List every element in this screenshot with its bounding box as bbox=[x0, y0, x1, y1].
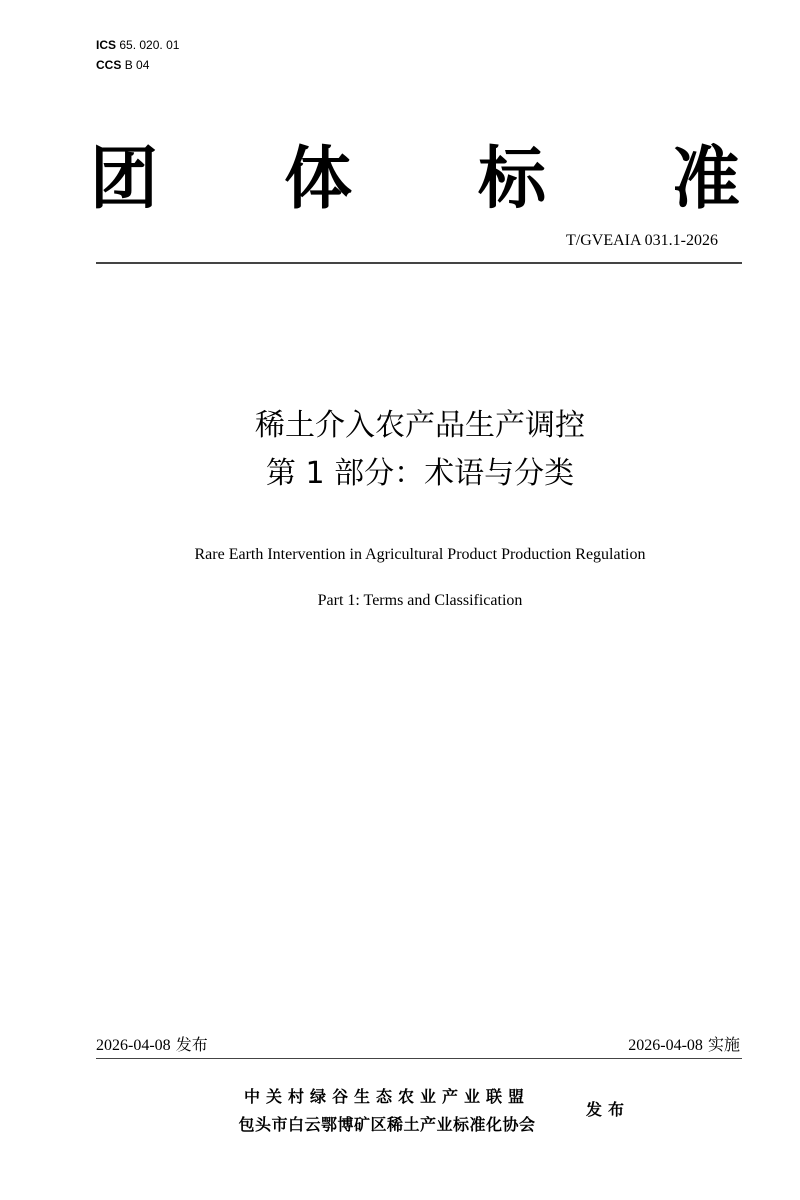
ccs-classification bbox=[96, 58, 149, 72]
ics-classification bbox=[96, 38, 179, 52]
ics-code: 65. 020. 01 bbox=[119, 38, 180, 52]
document-type-char-2: 体 bbox=[283, 140, 352, 219]
ccs-code: B 04 bbox=[124, 58, 150, 72]
publisher-org-2: 包头市白云鄂博矿区稀土产业标准化协会 bbox=[238, 1115, 536, 1134]
document-type-char-4: 准 bbox=[671, 140, 740, 219]
publish-date-label: 发布 bbox=[170, 1035, 208, 1054]
implementation-date-label: 实施 bbox=[702, 1035, 740, 1054]
ccs-label: CCS bbox=[96, 58, 122, 72]
header-divider bbox=[96, 262, 742, 264]
implementation-date bbox=[628, 1035, 740, 1056]
ics-label: ICS bbox=[96, 38, 117, 52]
document-type-title bbox=[90, 140, 740, 220]
document-type-char-3: 标 bbox=[477, 140, 546, 219]
publish-date-value: 2026-04-08 bbox=[96, 1037, 171, 1054]
publish-suffix: 发布 bbox=[586, 1100, 631, 1119]
publishing-organizations bbox=[192, 1083, 582, 1139]
publisher-org-1: 中关村绿谷生态农业产业联盟 bbox=[243, 1087, 530, 1106]
english-title-part: Part 1: Terms and Classification bbox=[317, 592, 523, 609]
english-title-main: Rare Earth Intervention in Agricultural Product Production Regulation bbox=[194, 546, 646, 563]
chinese-title-part: 第 1 部分：术语与分类 bbox=[265, 456, 575, 491]
chinese-title-main: 稀土介入农产品生产调控 bbox=[255, 408, 585, 443]
document-type-char-1: 团 bbox=[90, 140, 159, 219]
footer-divider bbox=[96, 1058, 742, 1059]
implementation-date-value: 2026-04-08 bbox=[628, 1037, 703, 1054]
publish-date bbox=[96, 1035, 208, 1056]
standard-number: T/GVEAIA 031.1-2026 bbox=[566, 232, 718, 249]
